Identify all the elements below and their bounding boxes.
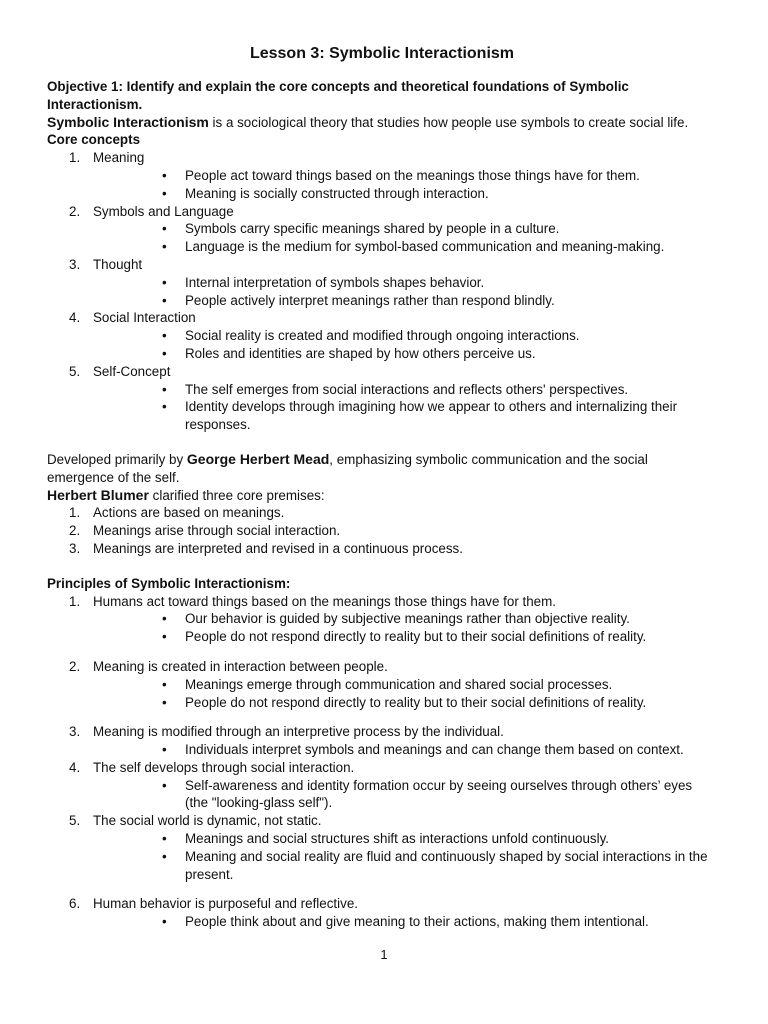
item-number: 4. bbox=[69, 759, 81, 775]
bullet-item bbox=[93, 345, 717, 363]
bullet-icon: • bbox=[162, 345, 167, 361]
bullet-item bbox=[93, 610, 717, 628]
bullet-icon: • bbox=[162, 274, 167, 290]
item-number: 2. bbox=[69, 523, 81, 539]
bullet-icon: • bbox=[162, 742, 167, 758]
core-concepts-heading: Core concepts bbox=[47, 132, 141, 148]
bullet-text: Internal interpretation of symbols shapes behavior. bbox=[185, 274, 485, 290]
principles-heading: Principles of Symbolic Interactionism: bbox=[47, 575, 291, 591]
bullet-item bbox=[93, 292, 717, 310]
bullet-item bbox=[93, 913, 717, 931]
bullet-text: The self emerges from social interactions and reflects others' perspectives. bbox=[185, 381, 629, 397]
bullet-text: Individuals interpret symbols and meanings and can change them based on context. bbox=[185, 742, 684, 758]
bullet-text: People act toward things based on the meanings those things have for them. bbox=[185, 167, 640, 183]
bullet-text: People do not respond directly to reality but to their social definitions of reality. bbox=[185, 694, 647, 710]
premises-list bbox=[47, 504, 717, 557]
item-label: Actions are based on meanings. bbox=[93, 505, 285, 521]
bullet-text: Language is the medium for symbol-based communication and meaning-making. bbox=[185, 239, 665, 255]
bullet-list bbox=[93, 274, 717, 310]
mead-pre: Developed primarily by bbox=[47, 451, 187, 467]
list-item bbox=[47, 812, 717, 895]
bullet-item bbox=[93, 676, 717, 694]
bullet-text: Meaning and social reality are fluid and continuously shaped by social interactions in the present. bbox=[185, 848, 708, 882]
bullet-item bbox=[93, 185, 717, 203]
bullet-icon: • bbox=[162, 777, 167, 793]
core-concepts-list bbox=[47, 149, 717, 434]
bullet-item bbox=[93, 777, 717, 813]
bullet-item bbox=[93, 628, 717, 646]
blumer-paragraph bbox=[47, 487, 717, 505]
item-number: 5. bbox=[69, 813, 81, 829]
bullet-icon: • bbox=[162, 848, 167, 864]
bullet-item bbox=[93, 741, 717, 759]
blumer-name: Herbert Blumer bbox=[47, 486, 149, 503]
bullet-list bbox=[93, 381, 717, 434]
bullet-item bbox=[93, 274, 717, 292]
bullet-icon: • bbox=[162, 831, 167, 847]
bullet-text: Social reality is created and modified through ongoing interactions. bbox=[185, 328, 580, 344]
bullet-item bbox=[93, 694, 717, 712]
bullet-text: Identity develops through imagining how we appear to others and internalizing their responses. bbox=[185, 399, 678, 433]
bullet-list bbox=[93, 167, 717, 203]
item-label: Meaning is created in interaction between people. bbox=[93, 658, 388, 674]
bullet-icon: • bbox=[162, 629, 167, 645]
definition-text: is a sociological theory that studies how people use symbols to create social life. bbox=[208, 114, 689, 130]
bullet-icon: • bbox=[162, 694, 167, 710]
list-item bbox=[47, 540, 717, 558]
item-number: 6. bbox=[69, 896, 81, 912]
bullet-item bbox=[93, 220, 717, 238]
bullet-text: People do not respond directly to reality but to their social definitions of reality. bbox=[185, 629, 647, 645]
bullet-icon: • bbox=[162, 292, 167, 308]
item-label: Meanings are interpreted and revised in a continuous process. bbox=[93, 540, 463, 556]
bullet-text: Meanings emerge through communication and shared social processes. bbox=[185, 676, 613, 692]
blumer-post: clarified three core premises: bbox=[148, 487, 325, 503]
bullet-list bbox=[93, 741, 717, 759]
bullet-text: Meanings and social structures shift as interactions unfold continuously. bbox=[185, 831, 610, 847]
item-label: Meaning bbox=[93, 150, 145, 166]
item-label: Thought bbox=[93, 256, 143, 272]
list-item bbox=[47, 895, 717, 931]
item-number: 1. bbox=[69, 593, 81, 609]
spacer bbox=[47, 434, 717, 451]
item-number: 3. bbox=[69, 256, 81, 272]
bullet-icon: • bbox=[162, 611, 167, 627]
bullet-text: People actively interpret meanings rather than respond blindly. bbox=[185, 292, 555, 308]
list-item bbox=[47, 723, 717, 759]
item-number: 5. bbox=[69, 363, 81, 379]
document-content bbox=[47, 44, 717, 931]
list-item bbox=[47, 658, 717, 723]
bullet-icon: • bbox=[162, 399, 167, 415]
bullet-icon: • bbox=[162, 914, 167, 930]
bullet-icon: • bbox=[162, 328, 167, 344]
item-label: Symbols and Language bbox=[93, 203, 234, 219]
item-number: 1. bbox=[69, 150, 81, 166]
list-item bbox=[47, 504, 717, 522]
bullet-text: Meaning is socially constructed through interaction. bbox=[185, 185, 489, 201]
bullet-item bbox=[93, 381, 717, 399]
item-label: The self develops through social interaction. bbox=[93, 759, 355, 775]
item-label: Meaning is modified through an interpretive process by the individual. bbox=[93, 724, 504, 740]
objective-heading: Objective 1: Identify and explain the core concepts and theoretical foundations of Symbolic Interactionism. bbox=[47, 79, 629, 112]
bullet-list bbox=[93, 676, 717, 712]
item-label: The social world is dynamic, not static. bbox=[93, 813, 322, 829]
bullet-text: Roles and identities are shaped by how others perceive us. bbox=[185, 345, 536, 361]
bullet-text: Our behavior is guided by subjective meanings rather than objective reality. bbox=[185, 611, 630, 627]
page-number: 1 bbox=[380, 947, 388, 962]
bullet-text: Self-awareness and identity formation occur by seeing ourselves through others’ eyes (the "looking-glass self"). bbox=[185, 777, 693, 811]
bullet-icon: • bbox=[162, 185, 167, 201]
mead-post: , emphasizing symbolic communication and the social emergence of the self. bbox=[47, 451, 648, 485]
spacer bbox=[93, 883, 717, 895]
bullet-text: Symbols carry specific meanings shared by people in a culture. bbox=[185, 221, 560, 237]
item-label: Humans act toward things based on the meanings those things have for them. bbox=[93, 593, 556, 609]
item-label: Human behavior is purposeful and reflective. bbox=[93, 896, 358, 912]
item-number: 2. bbox=[69, 658, 81, 674]
bullet-item bbox=[93, 327, 717, 345]
bullet-icon: • bbox=[162, 221, 167, 237]
item-number: 2. bbox=[69, 203, 81, 219]
bullet-item bbox=[93, 398, 717, 434]
list-item bbox=[47, 759, 717, 812]
bullet-list bbox=[93, 610, 717, 646]
page-title: Lesson 3: Symbolic Interactionism bbox=[249, 45, 515, 62]
mead-paragraph bbox=[47, 451, 717, 487]
list-item bbox=[47, 203, 717, 256]
bullet-list bbox=[93, 220, 717, 256]
bullet-list bbox=[93, 777, 717, 813]
list-item bbox=[47, 256, 717, 309]
bullet-icon: • bbox=[162, 239, 167, 255]
bullet-list bbox=[93, 327, 717, 363]
bullet-item bbox=[93, 848, 717, 884]
spacer bbox=[93, 646, 717, 658]
spacer bbox=[93, 711, 717, 723]
bullet-icon: • bbox=[162, 381, 167, 397]
bullet-list bbox=[93, 830, 717, 883]
item-number: 1. bbox=[69, 505, 81, 521]
bullet-item bbox=[93, 830, 717, 848]
list-item bbox=[47, 309, 717, 362]
list-item bbox=[47, 593, 717, 658]
item-number: 3. bbox=[69, 724, 81, 740]
bullet-item bbox=[93, 238, 717, 256]
bullet-icon: • bbox=[162, 676, 167, 692]
principles-list bbox=[47, 593, 717, 932]
bullet-item bbox=[93, 167, 717, 185]
list-item bbox=[47, 149, 717, 202]
bullet-list bbox=[93, 913, 717, 931]
item-number: 4. bbox=[69, 310, 81, 326]
item-label: Meanings arise through social interaction. bbox=[93, 523, 341, 539]
item-number: 3. bbox=[69, 540, 81, 556]
mead-name: George Herbert Mead bbox=[186, 450, 330, 467]
spacer bbox=[47, 558, 717, 575]
definition-paragraph bbox=[47, 114, 717, 132]
item-label: Social Interaction bbox=[93, 310, 196, 326]
item-label: Self-Concept bbox=[93, 363, 171, 379]
list-item bbox=[47, 363, 717, 434]
bullet-text: People think about and give meaning to their actions, making them intentional. bbox=[185, 914, 649, 930]
bullet-icon: • bbox=[162, 167, 167, 183]
list-item bbox=[47, 522, 717, 540]
definition-term: Symbolic Interactionism bbox=[47, 113, 209, 130]
